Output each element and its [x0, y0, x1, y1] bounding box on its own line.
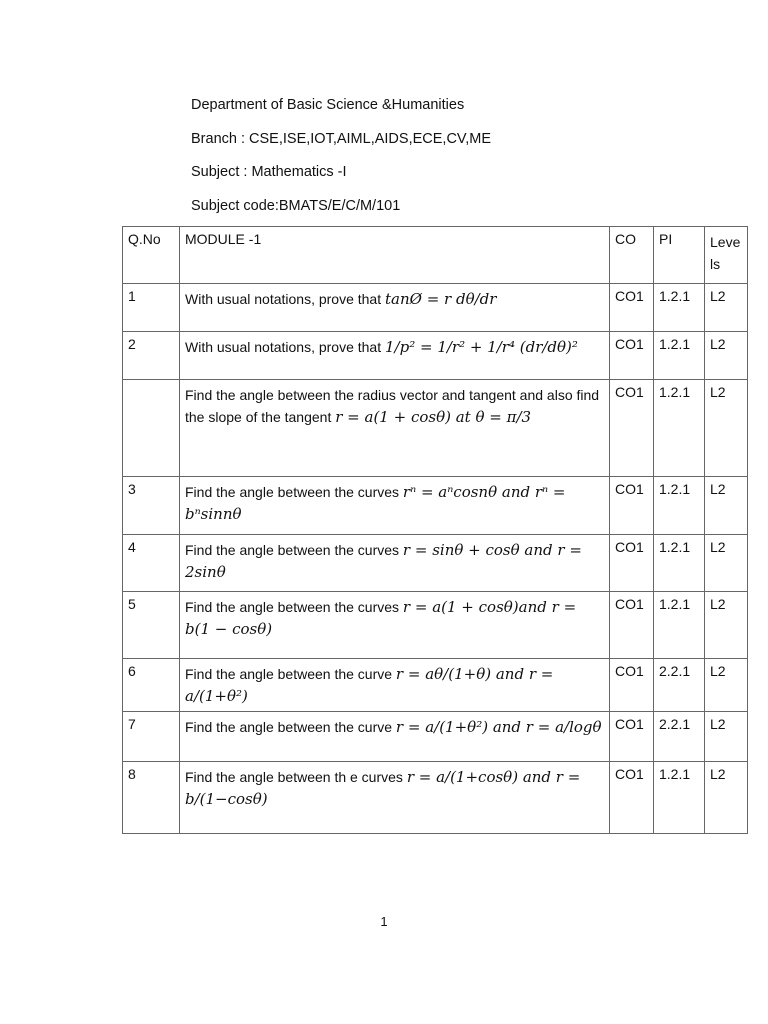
- table-row: [123, 535, 748, 592]
- level-cell: L2: [705, 284, 748, 332]
- question-cell: [180, 535, 610, 592]
- co-header: CO: [610, 227, 654, 284]
- question-text: Find the angle between the radius vector and tangent and also find the slope of the tangent: [185, 387, 600, 425]
- pi-cell: 1.2.1: [654, 380, 705, 477]
- module-header: MODULE -1: [180, 227, 610, 284]
- question-cell: [180, 332, 610, 380]
- co-cell: CO1: [610, 477, 654, 535]
- question-formula: r = sinθ + cosθ and r = 2sinθ: [185, 541, 582, 581]
- level-cell: L2: [705, 659, 748, 712]
- pi-cell: 1.2.1: [654, 284, 705, 332]
- question-text: Find the angle between the curves: [185, 484, 400, 500]
- question-text: Find the angle between the curve: [185, 666, 393, 682]
- qno-cell: [123, 380, 180, 477]
- qno-cell: 3: [123, 477, 180, 535]
- table-row: [123, 380, 748, 477]
- pi-cell: 2.2.1: [654, 712, 705, 762]
- question-formula: 1/p² = 1/r² + 1/r⁴ (dr/dθ)²: [385, 338, 578, 356]
- qno-cell: 5: [123, 592, 180, 659]
- question-formula: rⁿ = aⁿcosnθ and rⁿ = bⁿsinnθ: [185, 483, 566, 523]
- question-cell: [180, 659, 610, 712]
- table-header-row: [123, 227, 748, 284]
- question-text: Find the angle between th e curves: [185, 769, 403, 785]
- table-row: [123, 477, 748, 535]
- level-cell: L2: [705, 477, 748, 535]
- pi-header: PI: [654, 227, 705, 284]
- levels-header: Levels: [705, 227, 748, 284]
- co-cell: CO1: [610, 712, 654, 762]
- pi-cell: 1.2.1: [654, 592, 705, 659]
- table-row: [123, 332, 748, 380]
- level-cell: L2: [705, 592, 748, 659]
- branch-line: Branch : CSE,ISE,IOT,AIML,AIDS,ECE,CV,ME: [191, 130, 492, 147]
- co-cell: CO1: [610, 592, 654, 659]
- co-cell: CO1: [610, 762, 654, 834]
- qno-cell: 8: [123, 762, 180, 834]
- table-row: [123, 284, 748, 332]
- qno-cell: 2: [123, 332, 180, 380]
- co-cell: CO1: [610, 659, 654, 712]
- co-cell: CO1: [610, 284, 654, 332]
- question-text: Find the angle between the curves: [185, 599, 400, 615]
- question-text: Find the angle between the curves: [185, 542, 400, 558]
- level-cell: L2: [705, 380, 748, 477]
- question-table: [122, 226, 748, 834]
- level-cell: L2: [705, 332, 748, 380]
- question-formula: r = a/(1+θ²) and r = a/logθ: [395, 718, 602, 736]
- qno-cell: 7: [123, 712, 180, 762]
- co-cell: CO1: [610, 535, 654, 592]
- question-formula: r = a/(1+cosθ) and r = b/(1−cosθ): [185, 768, 581, 808]
- question-text: With usual notations, prove that: [185, 291, 382, 307]
- qno-cell: 1: [123, 284, 180, 332]
- question-cell: [180, 284, 610, 332]
- table-row: [123, 592, 748, 659]
- page-number: 1: [380, 914, 388, 929]
- co-cell: CO1: [610, 380, 654, 477]
- question-cell: [180, 592, 610, 659]
- pi-cell: 2.2.1: [654, 659, 705, 712]
- question-cell: [180, 477, 610, 535]
- pi-cell: 1.2.1: [654, 762, 705, 834]
- question-formula: r = a(1 + cosθ) at θ = π/3: [335, 408, 532, 426]
- question-formula: r = a(1 + cosθ)and r = b(1 − cosθ): [185, 598, 577, 638]
- table-row: [123, 712, 748, 762]
- department-line: Department of Basic Science &Humanities: [191, 97, 465, 113]
- level-cell: L2: [705, 535, 748, 592]
- level-cell: L2: [705, 712, 748, 762]
- question-formula: tanØ = r dθ/dr: [385, 290, 497, 308]
- qno-header: Q.No: [123, 227, 180, 284]
- pi-cell: 1.2.1: [654, 535, 705, 592]
- question-cell: [180, 712, 610, 762]
- table-row: [123, 762, 748, 834]
- subject-code-line: Subject code:BMATS/E/C/M/101: [191, 197, 401, 214]
- question-formula: r = aθ/(1+θ) and r = a/(1+θ²): [185, 665, 554, 705]
- question-text: Find the angle between the curve: [185, 719, 393, 735]
- document-header: [191, 95, 491, 229]
- pi-cell: 1.2.1: [654, 477, 705, 535]
- table-row: [123, 659, 748, 712]
- question-cell: [180, 762, 610, 834]
- qno-cell: 4: [123, 535, 180, 592]
- level-cell: L2: [705, 762, 748, 834]
- subject-line: Subject : Mathematics -I: [191, 164, 347, 180]
- co-cell: CO1: [610, 332, 654, 380]
- pi-cell: 1.2.1: [654, 332, 705, 380]
- qno-cell: 6: [123, 659, 180, 712]
- question-text: With usual notations, prove that: [185, 339, 382, 355]
- question-cell: [180, 380, 610, 477]
